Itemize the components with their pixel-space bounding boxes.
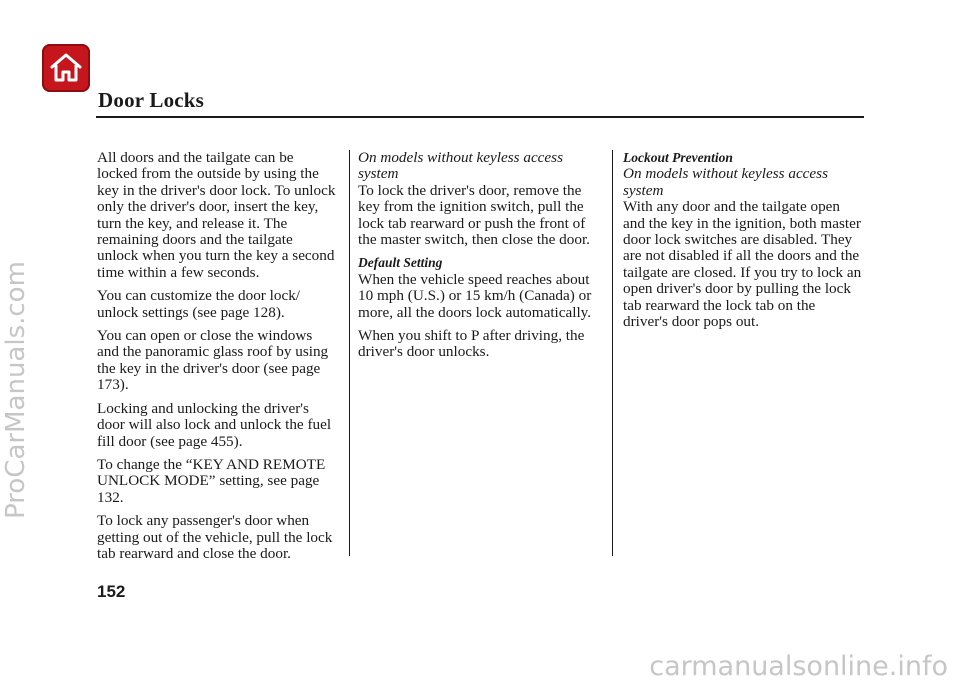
page-number: 152	[97, 582, 126, 601]
paragraph: Locking and unlocking the driver's door will also lock and unlock the fuel fill door (see page 455).	[97, 399, 332, 450]
title-divider	[96, 116, 864, 118]
page-title: Door Locks	[98, 88, 205, 112]
paragraph: When you shift to P after driving, the driver's door unlocks.	[358, 327, 585, 361]
section-heading: Lockout Prevention	[623, 150, 733, 165]
paragraph: With any door and the tailgate open and the key in the ignition, both master door lock switches are disabled. They are not disabled if all the doors and the tailgate are closed. If you try to lock an open driver's door by pulling the lock tab rearward the lock tab on the driver's door pops out.	[623, 198, 862, 331]
watermark-bottom: carmanualsonline.info	[649, 651, 948, 682]
column-middle	[358, 150, 598, 368]
watermark-left: ProCarManuals.com	[1, 261, 31, 519]
paragraph: All doors and the tailgate can be locked from the outside by using the key in the driver's door lock. To unlock only the driver's door, insert the key, turn the key, and release it. The remaining doors and the tailgate unlock when you turn the key a second time within a few seconds.	[97, 149, 336, 281]
subsection-heading: On models without keyless access system	[623, 165, 828, 199]
paragraph: When the vehicle speed reaches about 10 mph (U.S.) or 15 km/h (Canada) or more, all the doors lock automatically.	[358, 270, 592, 321]
home-button[interactable]	[42, 44, 90, 92]
paragraph: To lock any passenger's door when getting out of the vehicle, pull the lock tab rearward and close the door.	[97, 512, 333, 562]
paragraph: You can open or close the windows and the panoramic glass roof by using the key in the driver's door (see page 173).	[97, 327, 329, 394]
column-divider	[349, 150, 350, 556]
home-icon	[49, 53, 83, 83]
paragraph: You can customize the door lock/ unlock settings (see page 128).	[97, 287, 301, 321]
paragraph: To lock the driver's door, remove the key from the ignition switch, pull the lock tab rearward or push the front of the master switch, then close the door.	[358, 181, 590, 249]
paragraph: To change the “KEY AND REMOTE UNLOCK MODE” setting, see page 132.	[97, 455, 326, 506]
column-left	[97, 150, 337, 569]
subsection-heading: Default Setting	[358, 255, 443, 271]
column-divider	[612, 150, 613, 556]
column-right	[623, 150, 863, 337]
section-heading: On models without keyless access system	[358, 149, 563, 183]
